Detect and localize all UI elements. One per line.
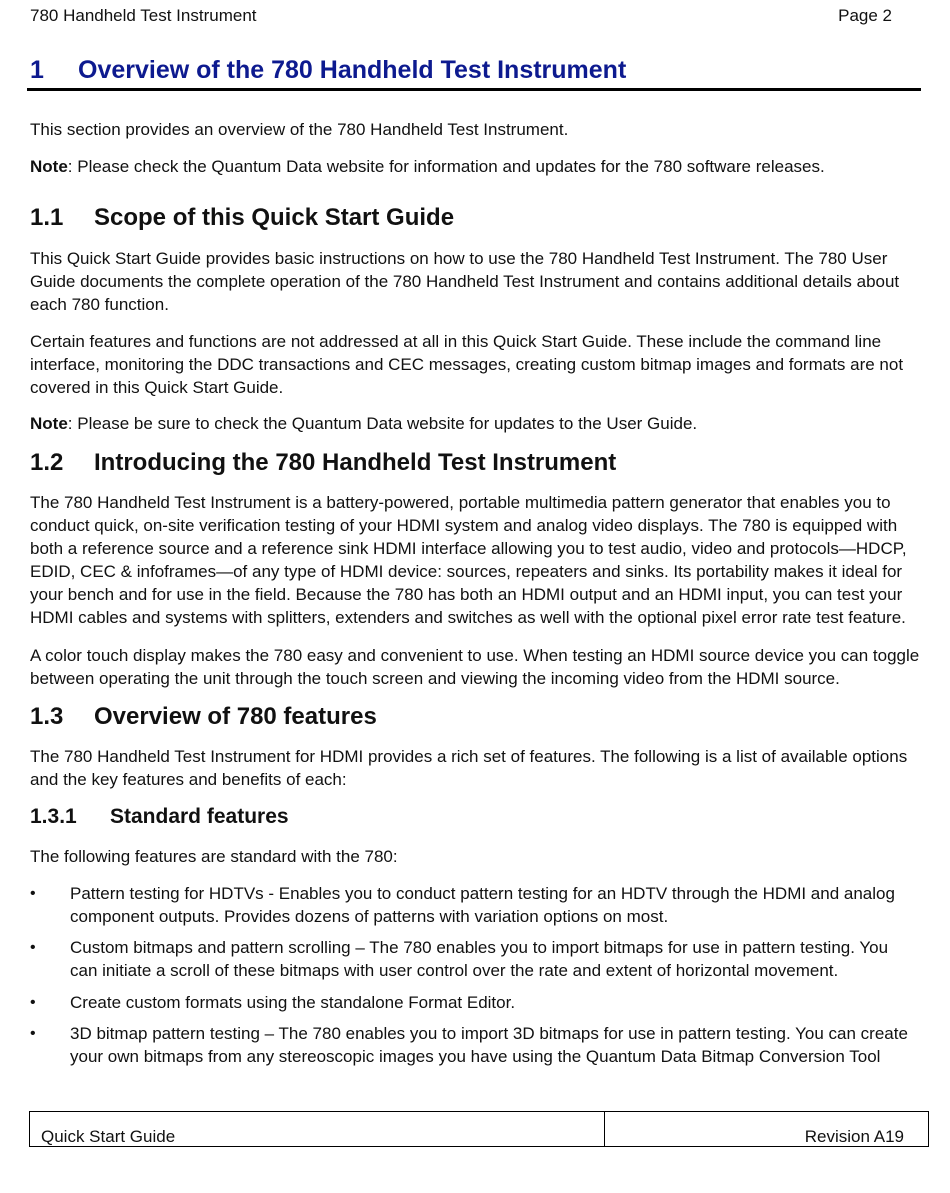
footer-revision: Revision A19 (804, 1127, 904, 1146)
section-1-1-number: 1.1 (30, 204, 64, 231)
section-1-3-1-intro: The following features are standard with the 780: (30, 847, 398, 866)
section-1-intro: This section provides an overview of the 780 Handheld Test Instrument. (30, 120, 569, 139)
heading-divider (27, 88, 921, 91)
section-1-note (30, 155, 920, 178)
section-1-3-heading (30, 702, 920, 732)
footer-guide-name: Quick Start Guide (30, 1112, 605, 1146)
section-1-2-paragraph-1: The 780 Handheld Test Instrument is a battery-powered, portable multimedia pattern generator that enables you to conduct quick, on-site verification testing of your HDMI system and analog video displays. The 780 is equipped with both a reference source and a reference sink HDMI interface allowing you to test audio, video and protocols—HDCP, EDID, CEC & infoframes—of any type of HDMI device: sources, repeaters and sinks. Its portability makes it ideal for your bench and for use in the field. Because the 780 has both an HDMI output and an HDMI input, you can test your HDMI cables and systems with splitters, extenders and switches as well with the optional pixel error rate test feature. (30, 493, 907, 627)
section-1-1-paragraph-2: Certain features and functions are not addressed at all in this Quick Start Guide. These include the command line interface, monitoring the DDC transactions and CEC messages, creating custom bitmap images and formats are not covered in this Quick Start Guide. (30, 332, 904, 397)
section-1-1-title: Scope of this Quick Start Guide (94, 204, 455, 231)
section-1-2-paragraph-2: A color touch display makes the 780 easy and convenient to use. When testing an HDMI source device you can toggle between operating the unit through the touch screen and viewing the incoming video from the HDMI source. (30, 646, 920, 688)
list-item (30, 882, 910, 928)
bullet-icon: • (30, 885, 36, 902)
list-item-text: Custom bitmaps and pattern scrolling – The 780 enables you to import bitmaps for use in pattern testing. You can initiate a scroll of these bitmaps with user control over the rate and extent of horizontal movement. (70, 938, 889, 980)
page-footer (29, 1111, 929, 1147)
bullet-icon: • (30, 1025, 36, 1042)
note-label: Note (30, 157, 68, 176)
list-item-text: 3D bitmap pattern testing – The 780 enables you to import 3D bitmaps for use in pattern testing. You can create your own bitmaps from any stereoscopic images you have using the Quantum Data Bitmap Conversion Tool (70, 1024, 908, 1066)
section-1-3-1-heading (30, 804, 920, 830)
bullet-icon: • (30, 939, 36, 956)
list-item-text: Create custom formats using the standalone Format Editor. (70, 993, 516, 1012)
section-1-3-title: Overview of 780 features (94, 703, 377, 730)
section-1-1-note (30, 412, 920, 435)
bullet-icon: • (30, 994, 36, 1011)
section-1-3-number: 1.3 (30, 703, 64, 730)
document-title: 780 Handheld Test Instrument (30, 6, 257, 25)
note-text: : Please be sure to check the Quantum Data website for updates to the User Guide. (67, 414, 698, 433)
section-1-3-1-number: 1.3.1 (30, 805, 77, 828)
section-1-1-paragraph-1: This Quick Start Guide provides basic instructions on how to use the 780 Handheld Test Instrument. The 780 User Guide documents the complete operation of the 780 Handheld Test Instrument and contains additional details about each 780 function. (30, 249, 900, 314)
note-label: Note (30, 414, 68, 433)
section-1-2-heading (30, 448, 920, 478)
section-1-2-number: 1.2 (30, 449, 64, 476)
section-1-3-1-title: Standard features (110, 805, 289, 828)
running-header (30, 6, 892, 26)
note-text: : Please check the Quantum Data website for information and updates for the 780 software releases. (67, 157, 825, 176)
list-item (30, 1022, 910, 1068)
section-1-heading (30, 54, 890, 86)
page-number: Page 2 (838, 6, 892, 25)
section-1-title: Overview of the 780 Handheld Test Instrument (78, 56, 627, 84)
list-item (30, 936, 910, 982)
section-1-number: 1 (30, 56, 44, 84)
section-1-2-title: Introducing the 780 Handheld Test Instrument (94, 449, 617, 476)
list-item-text: Pattern testing for HDTVs - Enables you to conduct pattern testing for an HDTV through the HDMI and analog component outputs. Provides dozens of patterns with variation options on most. (70, 884, 895, 926)
section-1-3-paragraph-1: The 780 Handheld Test Instrument for HDMI provides a rich set of features. The following is a list of available options and the key features and benefits of each: (30, 747, 908, 789)
section-1-1-heading (30, 203, 920, 233)
list-item (30, 991, 910, 1014)
